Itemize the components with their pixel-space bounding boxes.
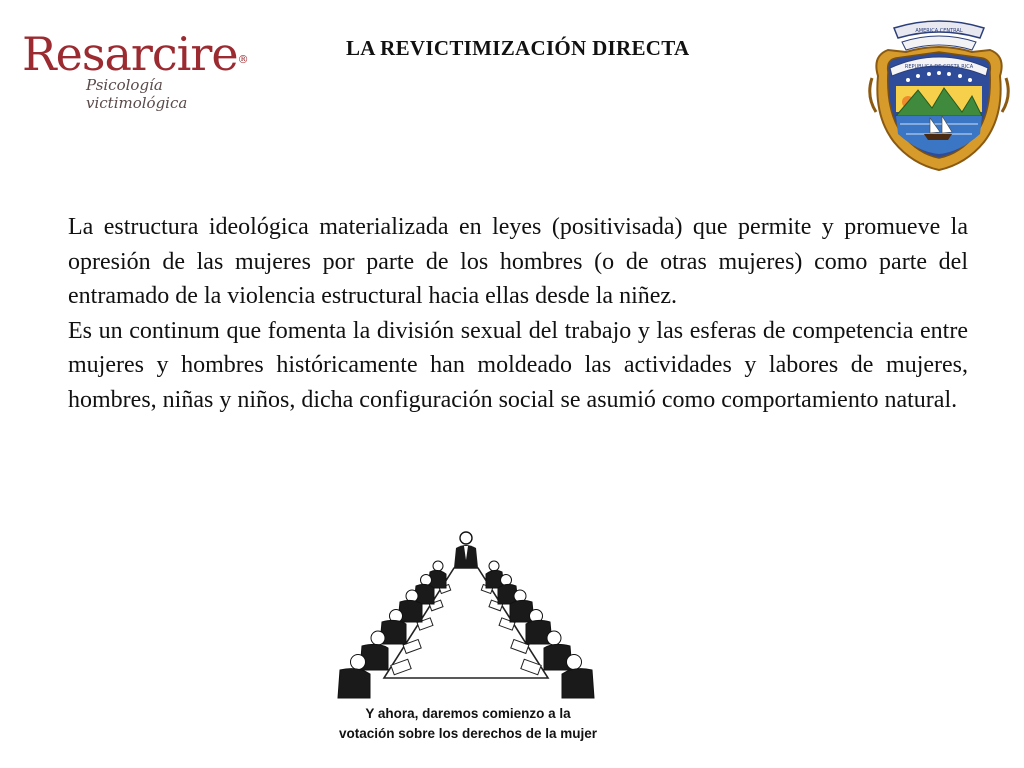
body-paragraph-1: La estructura ideológica materializada en leyes (positivisada) que permite y promueve la opresión de las mujeres por parte de los hombres (o de otras mujeres) como parte del entramado de la violencia estructural hacia ellas desde la niñez. xyxy=(68,214,968,309)
slide-title: LA REVICTIMIZACIÓN DIRECTA xyxy=(346,36,690,60)
svg-text:REPUBLICA DE COSTA RICA: REPUBLICA DE COSTA RICA xyxy=(904,64,974,70)
cartoon-caption xyxy=(330,704,606,744)
body-paragraph-2: Es un continum que fomenta la división sexual del trabajo y las esferas de competencia entre mujeres y hombres históricamente han moldeado las actividades y labores de mujeres, hombres, niñas y niños, dicha configuración social se asumió como comportamiento natural. xyxy=(68,317,968,413)
body-text xyxy=(68,210,968,417)
logo-registered-mark: ® xyxy=(237,53,248,66)
costa-rica-coat-of-arms-icon xyxy=(866,16,1012,172)
logo-subtitle: Psicología victimológica xyxy=(86,76,188,112)
cartoon-caption-line-2: votación sobre los derechos de la mujer xyxy=(338,726,598,741)
logo-wordmark: Resarcire xyxy=(22,27,238,81)
svg-text:AMERICA CENTRAL: AMERICA CENTRAL xyxy=(915,28,963,34)
resarcire-logo xyxy=(22,27,248,116)
cartoon-caption-line-1: Y ahora, daremos comienzo a la xyxy=(365,706,571,721)
